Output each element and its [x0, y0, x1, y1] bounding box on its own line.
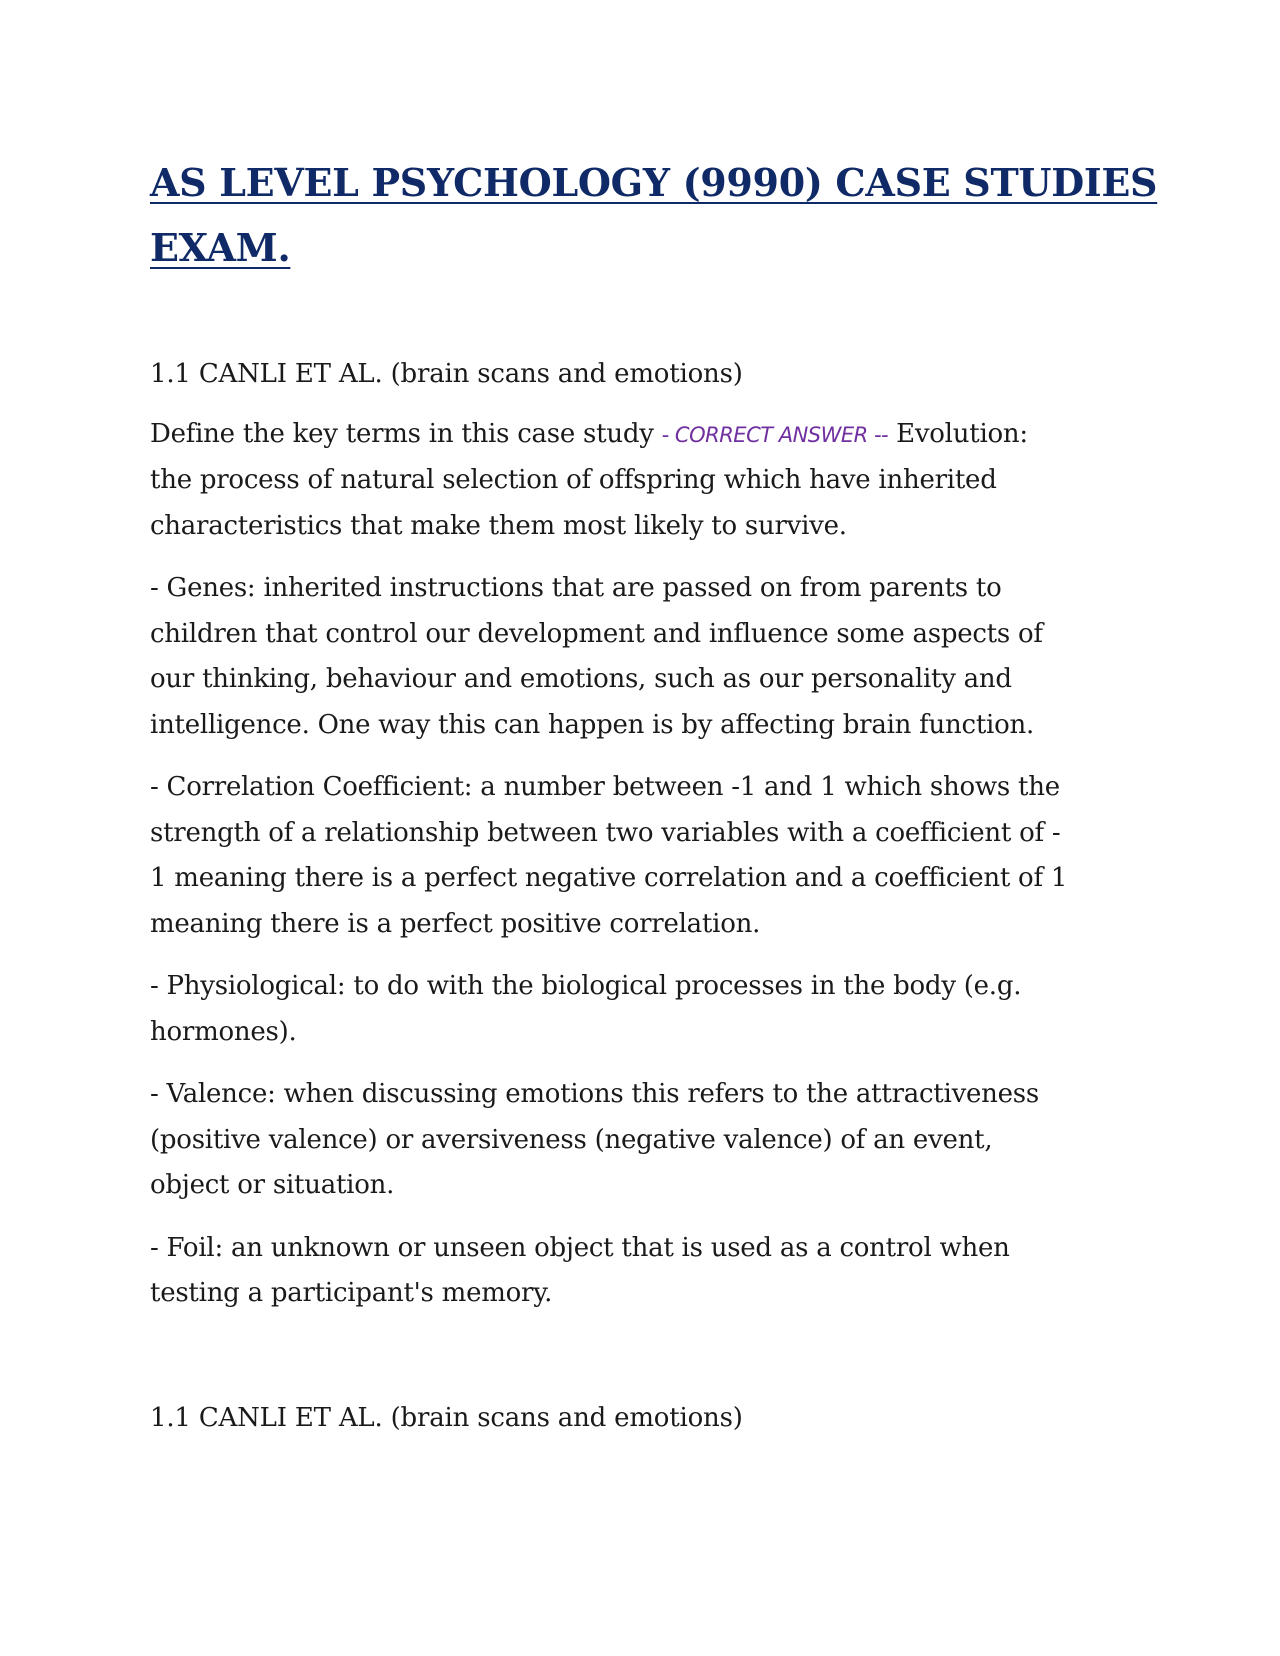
definition-line: intelligence. One way this can happen is by affecting brain function.: [150, 709, 1035, 740]
answer-line: the process of natural selection of offspring which have inherited: [150, 465, 997, 495]
definition-line: hormones).: [150, 1016, 297, 1047]
question-answer-paragraph: [150, 412, 1130, 550]
question-text: Define the key terms in this case study: [150, 418, 662, 449]
definition-paragraph: [150, 1226, 1130, 1317]
section-heading-2: 1.1 CANLI ET AL. (brain scans and emotions): [150, 1402, 743, 1433]
definition-paragraph: [150, 964, 1130, 1055]
definition-line: testing a participant's memory.: [150, 1278, 553, 1308]
definition-line: - Physiological: to do with the biological processes in the body (e.g.: [150, 971, 1022, 1001]
definition-line: 1 meaning there is a perfect negative correlation and a coefficient of 1: [150, 863, 1068, 893]
document-page: [150, 150, 1158, 1441]
definition-line: children that control our development and influence some aspects of: [150, 618, 1043, 649]
correct-answer-marker: - CORRECT ANSWER --: [661, 422, 889, 447]
definition-line: strength of a relationship between two variables with a coefficient of -: [150, 817, 1061, 848]
definition-line: object or situation.: [150, 1170, 395, 1200]
answer-text: Evolution:: [888, 418, 1028, 449]
definition-line: - Foil: an unknown or unseen object that is used as a control when: [150, 1232, 1010, 1263]
definition-line: - Genes: inherited instructions that are passed on from parents to: [150, 573, 1002, 603]
answer-line: characteristics that make them most likely to survive.: [150, 510, 847, 541]
definition-paragraph: [150, 566, 1130, 748]
definition-line: (positive valence) or aversiveness (negative valence) of an event,: [150, 1124, 993, 1155]
definition-paragraph: [150, 765, 1130, 947]
definition-paragraph: [150, 1072, 1130, 1209]
definition-line: - Correlation Coefficient: a number between -1 and 1 which shows the: [150, 772, 1060, 802]
section-heading: 1.1 CANLI ET AL. (brain scans and emotions): [150, 359, 743, 389]
title-line: EXAM.: [150, 225, 291, 270]
definition-line: meaning there is a perfect positive correlation.: [150, 908, 761, 939]
definition-line: - Valence: when discussing emotions this refers to the attractiveness: [150, 1079, 1039, 1109]
document-title: [150, 150, 1158, 280]
title-line: AS LEVEL PSYCHOLOGY (9990) CASE STUDIES: [150, 160, 1158, 205]
question-line: [150, 412, 1130, 459]
definition-line: our thinking, behaviour and emotions, such as our personality and: [150, 664, 1012, 694]
